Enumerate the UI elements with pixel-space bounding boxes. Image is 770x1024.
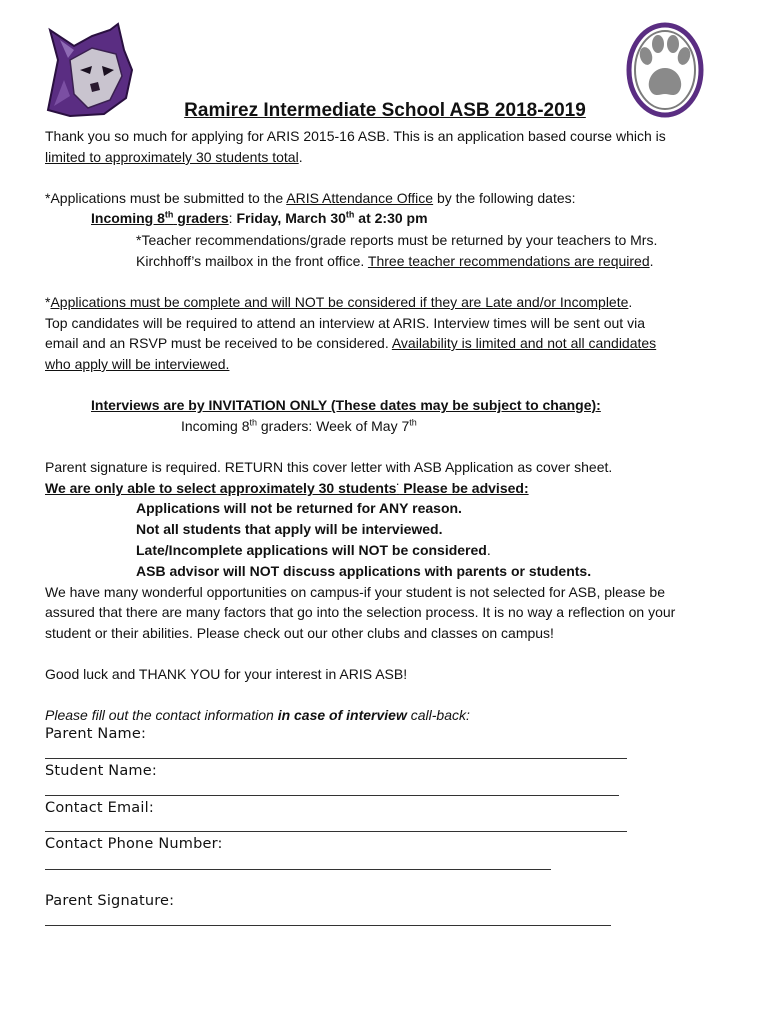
contact-phone-field[interactable]: [45, 869, 551, 870]
intro-line-1: Thank you so much for applying for ARIS 2015-16 ASB. This is an application based course which is: [45, 128, 666, 144]
parent-signature-note: Parent signature is required. RETURN this cover letter with ASB Application as cover sheet.: [45, 459, 613, 475]
parent-name-label: Parent Name:: [45, 726, 147, 742]
parent-name-field[interactable]: [45, 758, 627, 759]
interview-week-sup2: th: [409, 417, 417, 428]
incoming-sup: th: [164, 209, 174, 220]
requirements-line-3: [45, 334, 656, 352]
interview-week-sup1: th: [249, 417, 257, 428]
interview-week: [181, 417, 417, 435]
selection-item-2: Not all students that apply will be interviewed.: [136, 521, 443, 537]
requirement-star: *: [45, 294, 51, 310]
contact-email-label: Contact Email:: [45, 800, 154, 816]
class-size-note: limited to approximately 30 students total: [45, 149, 299, 165]
advised-text: We are only able to select approximately 30 students: [45, 480, 397, 496]
incoming-label: [91, 210, 229, 226]
parent-signature-label: Parent Signature:: [45, 893, 175, 909]
deadline-date-b: at 2:30 pm: [354, 210, 428, 226]
availability-text: Availability is limited and not all candidates: [391, 335, 657, 351]
student-name-field[interactable]: [45, 795, 619, 796]
closing-line-1: We have many wonderful opportunities on campus-if your student is not selected for ASB, please be: [45, 584, 665, 600]
interview-week-a: Incoming 8: [181, 418, 250, 434]
page-title: Ramirez Intermediate School ASB 2018-2019: [184, 100, 586, 121]
closing-line-3: student or their abilities. Please check out our other clubs and classes on campus!: [45, 625, 554, 641]
contact-email-field[interactable]: [45, 831, 627, 832]
deadline-date-sup: th: [345, 209, 355, 220]
rsvp-text: email and an RSVP must be received to be considered.: [45, 335, 392, 351]
incoming-label-a: Incoming 8: [91, 210, 165, 226]
selection-item-3: [136, 541, 491, 559]
teacher-recs-required: Three teacher recommendations are required: [367, 253, 650, 269]
deadline-date-a: Friday, March 30: [236, 210, 346, 226]
requirements-line-4: who apply will be interviewed.: [45, 356, 230, 372]
closing-line-2: assured that there are many factors that go into the selection process. It is no way a reflection on your: [45, 604, 676, 620]
submission-line: [45, 189, 576, 207]
contact-instructions-b: in case of interview: [277, 707, 407, 723]
interviews-heading: Interviews are by INVITATION ONLY (These dates may be subject to change):: [91, 397, 601, 413]
advised-line: [45, 479, 529, 497]
incoming-deadline: [91, 209, 428, 227]
teacher-line-1: *Teacher recommendations/grade reports must be returned by your teachers to Mrs.: [136, 232, 658, 248]
attendance-office: ARIS Attendance Office: [286, 190, 434, 206]
teacher-line-2c: .: [649, 253, 654, 269]
incoming-label-b: graders: [173, 210, 229, 226]
intro-line-2: [45, 148, 303, 166]
complete-end: .: [628, 294, 633, 310]
student-name-label: Student Name:: [45, 763, 157, 779]
contact-phone-label: Contact Phone Number:: [45, 836, 223, 852]
submission-prefix: *Applications must be submitted to the: [45, 190, 287, 206]
selection-item-4: ASB advisor will NOT discuss applications with parents or students.: [136, 563, 592, 579]
teacher-line-2: [136, 252, 654, 270]
contact-instructions-c: call-back:: [406, 707, 470, 723]
submission-suffix: by the following dates:: [433, 190, 576, 206]
advised-dot: ·: [396, 479, 400, 490]
advised-end: Please be advised:: [399, 480, 529, 496]
selection-item-3-text: Late/Incomplete applications will NOT be considered: [136, 542, 487, 558]
incoming-colon: :: [228, 210, 237, 226]
parent-signature-field[interactable]: [45, 925, 611, 926]
contact-instructions: [45, 706, 470, 724]
selection-item-1: Applications will not be returned for ANY reason.: [136, 500, 462, 516]
selection-item-3-end: .: [486, 542, 491, 558]
intro-period: .: [298, 149, 303, 165]
contact-instructions-a: Please fill out the contact information: [45, 707, 278, 723]
complete-text: Applications must be complete and will NOT be considered if they are Late and/or Incomplete: [50, 294, 629, 310]
complete-requirement: [45, 293, 632, 311]
good-luck: Good luck and THANK YOU for your interest in ARIS ASB!: [45, 666, 408, 682]
interview-week-b: graders: Week of May 7: [257, 418, 410, 434]
teacher-line-2a: Kirchhoff’s mailbox in the front office.: [136, 253, 368, 269]
requirements-line-2: Top candidates will be required to attend an interview at ARIS. Interview times will be sent out via: [45, 315, 645, 331]
